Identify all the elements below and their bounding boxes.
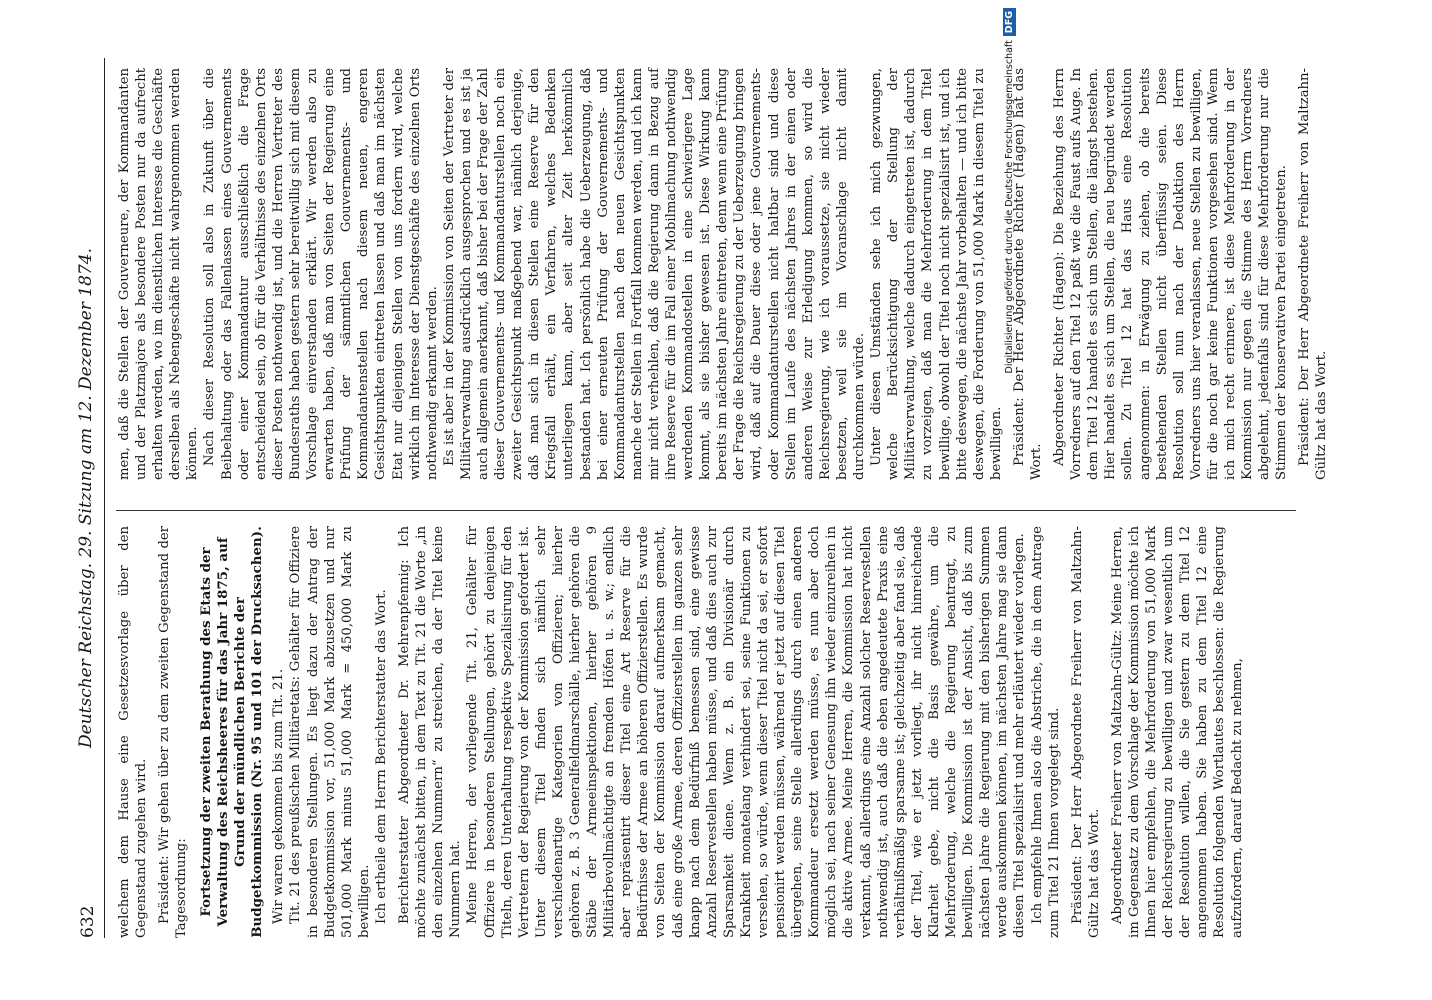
funding-note: Digitalisierung gefördert durch die Deutsche Forschungsgemeinschaft: [1004, 40, 1015, 374]
paragraph: Präsident: Der Herr Abgeordnete Richter (Hagen) hat das Wort.: [1011, 68, 1044, 480]
left-column: [116, 526, 1316, 938]
paragraph: Ich empfehle Ihnen also die Abstriche, die in dem Antrage zum Titel 21 Ihnen vorgelegt sind.: [1029, 526, 1062, 938]
paragraph: Nach dieser Resolution soll also in Zukunft über die Beibehaltung oder das Fallenlassen eines Gouvernements oder einer Kommandantur ausschließlich die Frage entscheidend sein, ob für die Verhältnisse des einzelnen Orts dieser Posten nothwendig ist, und die Herren Vertreter des Bundesraths haben gestern sehr bereitwillig sich mit diesem Vorschlage einverstanden erklärt. Wir werden also zu erwarten haben, daß man von Seiten der Regierung eine Prüfung der sämmtlichen Gouvernements- und Kommandantenstellen nach diesem neuen, engeren Gesichtspunkten eintreten lassen und daß man im nächsten Etat nur diejenigen Stellen von uns fordern wird, welche wirklich im Interesse der Dienstgeschäfte des einzelnen Orts nothwendig erkannt werden.: [202, 68, 440, 480]
paragraph: Präsident: Wir gehen über zu dem zweiten Gegenstand der Tagesordnung:: [157, 526, 190, 938]
paragraph: Abgeordneter Freiherr von Maltzahn-Gültz: Meine Herren, im Gegensatz zu dem Vorschlage der Kommission möchte ich Ihnen hier empfehlen, die Mehrforderung von 51,000 Mark der Reichsregierung zu bewilligen und zwar wesentlich um der Resolution willen, die Sie gestern zu dem Titel 12 angenommen haben. Sie haben zu dem Titel 12 eine Resolution folgenden Wortlautes beschlossen: die Regierung aufzufordern, darauf Bedacht zu nehmen,: [1109, 526, 1245, 938]
page-number: 632: [78, 905, 98, 938]
paragraph: Wir waren gekommen bis zum Tit. 21.: [271, 668, 287, 924]
paragraph: Präsident: Der Herr Abgeordnete Freiherr von Maltzahn-Gültz hat das Wort.: [1297, 68, 1330, 480]
paragraph: men, daß die Stellen der Gouverneure, der Kommandanten und der Platzmajore als besondere Posten nur da aufrecht erhalten werden, wo im dienstlichen Interesse die Geschäfte derselben als Nebengeschäfte nicht wahrgenommen werden können.: [117, 68, 201, 480]
section-heading: Fortsetzung der zweiten Berathung des Etats der Verwaltung des Reichsheeres für das Jahr 1875, auf Grund der mündlichen Berichte der Budgetkommission (Nr. 95 und 101 der Drucksachen).: [198, 526, 266, 938]
paragraph: Abgeordneter Richter (Hagen): Die Beziehung des Herrn Vorredners auf den Titel 12 paßt wie die Faust aufs Auge. In dem Titel 12 handelt es sich um Stellen, die längst bestehen. Hier handelt es sich um Stellen, die neu begründet werden sollen. Zu Titel 12 hat das Haus eine Resolution angenommen: in Erwägung zu ziehen, ob die bereits bestehenden Stellen nicht überflüssig seien. Diese Resolution soll nun nach der Deduktion des Herrn Vorredners uns hier veranlassen, neue Stellen zu bewilligen, für die noch gar keine Funktionen vorgesehen sind. Wenn ich mich recht erinnere, ist diese Mehrforderung in der Kommission nur gegen die Stimme des Herrn Vorredners abgelehnt, jedenfalls sind für diese Mehrforderung nur die Stimmen der konservativen Partei eingetreten.: [1052, 68, 1290, 480]
column-divider: [116, 510, 1296, 511]
paragraph: Unter diesen Umständen sehe ich mich gezwungen, welche Berücksichtigung der Stellung der Militärverwaltung, welche dadurch eingetreten ist, dadurch zu vorzeigen, daß man die Mehrforderung in dem Titel bewillige, obwohl der Titel noch nicht spezialisirt ist, und ich bitte deswegen, die nächste Jahr vorbehalten — und ich bitte deswegen, die Forderung von 51,000 Mark in diesem Titel zu bewilligen.: [869, 68, 1004, 480]
paragraph: Berichterstatter Abgeordneter Dr. Mehrenpfennig: Ich möchte zunächst bitten, in dem Text zu Tit. 21 die Worte „in den einzelnen Nummern“ zu streichen, da der Titel keine Nummern hat.: [397, 526, 464, 938]
paragraph: Tit. 21 des preußischen Militäretats: Gehälter für Offiziere in besonderen Stellungen. Es liegt dazu der Antrag der Budgetkommission vor, 51,000 Mark abzusetzen und nur 501,000 Mark minus 51,000 Mark = 450,000 Mark zu bewilligen.: [288, 526, 372, 938]
paragraph: Es ist aber in der Kommission von Seiten der Vertreter der Militärverwaltung ausdrücklich ausgesprochen und es ist ja auch allgemein anerkannt, daß bisher bei der Frage der Zahl dieser Gouvernements- und Kommandanturstellen noch ein zweiter Gesichtspunkt maßgebend war, nämlich derjenige, daß man sich in diesen Stellen eine Reserve für den Kriegsfall erhält, ein Verfahren, welches Bedenken unterliegen kann, aber seit alter Zeit herkömmlich bestanden hat. Ich persönlich habe die Ueberzeugung, daß bei einer erneuten Prüfung der Gouvernements- und Kommandanturstellen nach den neuen Gesichtspunkten manche der Stellen in Fortfall kommen werden, und ich kann mir nicht verhehlen, daß die Regierung dann in Bezug auf ihre Reserve für die im Fall einer Mobilmachung nothwendig werdenden Kommandostellen in eine schwierigere Lage kommt, als sie bisher gewesen ist. Diese Wirkung kann bereits im nächsten Jahre eintreten, denn wenn eine Prüfung der Frage die Reichsregierung zu der Ueberzeugung bringen wird, daß auf die Dauer diese oder jene Gouvernements- oder Kommandanturstellen nicht haltbar sind und diese Stellen im Laufe des nächsten Jahres in der einen oder anderen Weise zur Erledigung kommen, so wird die Reichsregierung, wie ich voraussetze, sie nicht wieder besetzen, weil sie im Voranschlage nicht damit durchkommen würde.: [441, 68, 868, 480]
right-column: [116, 68, 1330, 480]
dfg-logo: DFG: [1003, 8, 1016, 36]
paragraph: welchem dem Hause eine Gesetzesvorlage über den Gegenstand zugehen wird.: [117, 526, 150, 938]
running-title: Deutscher Reichstag. 29. Sitzung am 12. Dezember 1874.: [76, 248, 96, 748]
paragraph: Meine Herren, der vorliegende Tit. 21, Gehälter für Offiziere in besonderen Stellungen, gehört zu denjenigen Titeln, deren Unterhaltung respektive Spezialisirung für den Vertretern der Regierung von der Kommission gefordert ist. Unter diesem Titel finden sich nämlich sehr verschiedenartige Kategorien von Offizieren; hierher gehören z. B. 3 Generalfeldmarschälle, hierher gehören die Stäbe der Armeeinspektionen, hierher gehören 9 Militärbevollmächtigte an fremden Höfen u. s. w.; endlich aber repräsentirt dieser Titel eine Art Reserve für die Bedürfnisse der Armee an höheren Offizierstellen. Es wurde von Seiten der Kommission darauf aufmerksam gemacht, daß eine große Armee, deren Offizierstellen im ganzen sehr knapp nach dem Bedürfniß bemessen sind, eine gewisse Anzahl Reservestellen haben müsse, und daß dies auch zur Sparsamkeit diene. Wenn z. B. ein Divisionär durch Krankheit monatelang verhindert sei, seine Funktionen zu versehen, so würde, wenn dieser Titel nicht da sei, er sofort pensionirt werden müssen, während er jetzt auf diesen Titel übergehen, seine Stelle allerdings durch einen anderen Kommandeur ersetzt werden müsse, es nun aber doch möglich sei, nach seiner Genesung ihn wieder einzureihen in die aktive Armee. Meine Herren, die Kommission hat nicht verkannt, daß allerdings eine Anzahl solcher Reservestellen nothwendig ist, auch daß die eben angedeutete Praxis eine verhältnißmäßig sparsame ist; gleichzeitig aber fand sie, daß der Titel, wie er jetzt vorliegt, ihr nicht hinreichende Klarheit gebe, nicht die Basis gewähre, um die Mehrforderung, welche die Regierung beantragt, zu bewilligen. Die Kommission ist der Ansicht, daß bis zum nächsten Jahre die Regierung mit den bisherigen Summen werde auskommen können, im nächsten Jahre mag sie dann diesen Titel spezialisirt und mehr erläutert wieder vorlegen.: [465, 526, 1028, 938]
paragraph: Präsident: Der Herr Abgeordnete Freiherr von Maltzahn-Gültz hat das Wort.: [1069, 526, 1102, 938]
digitization-note: [1004, 8, 1015, 988]
page-header: [72, 58, 105, 938]
paragraph: Ich ertheile dem Herrn Berichterstatter das Wort.: [373, 589, 389, 924]
